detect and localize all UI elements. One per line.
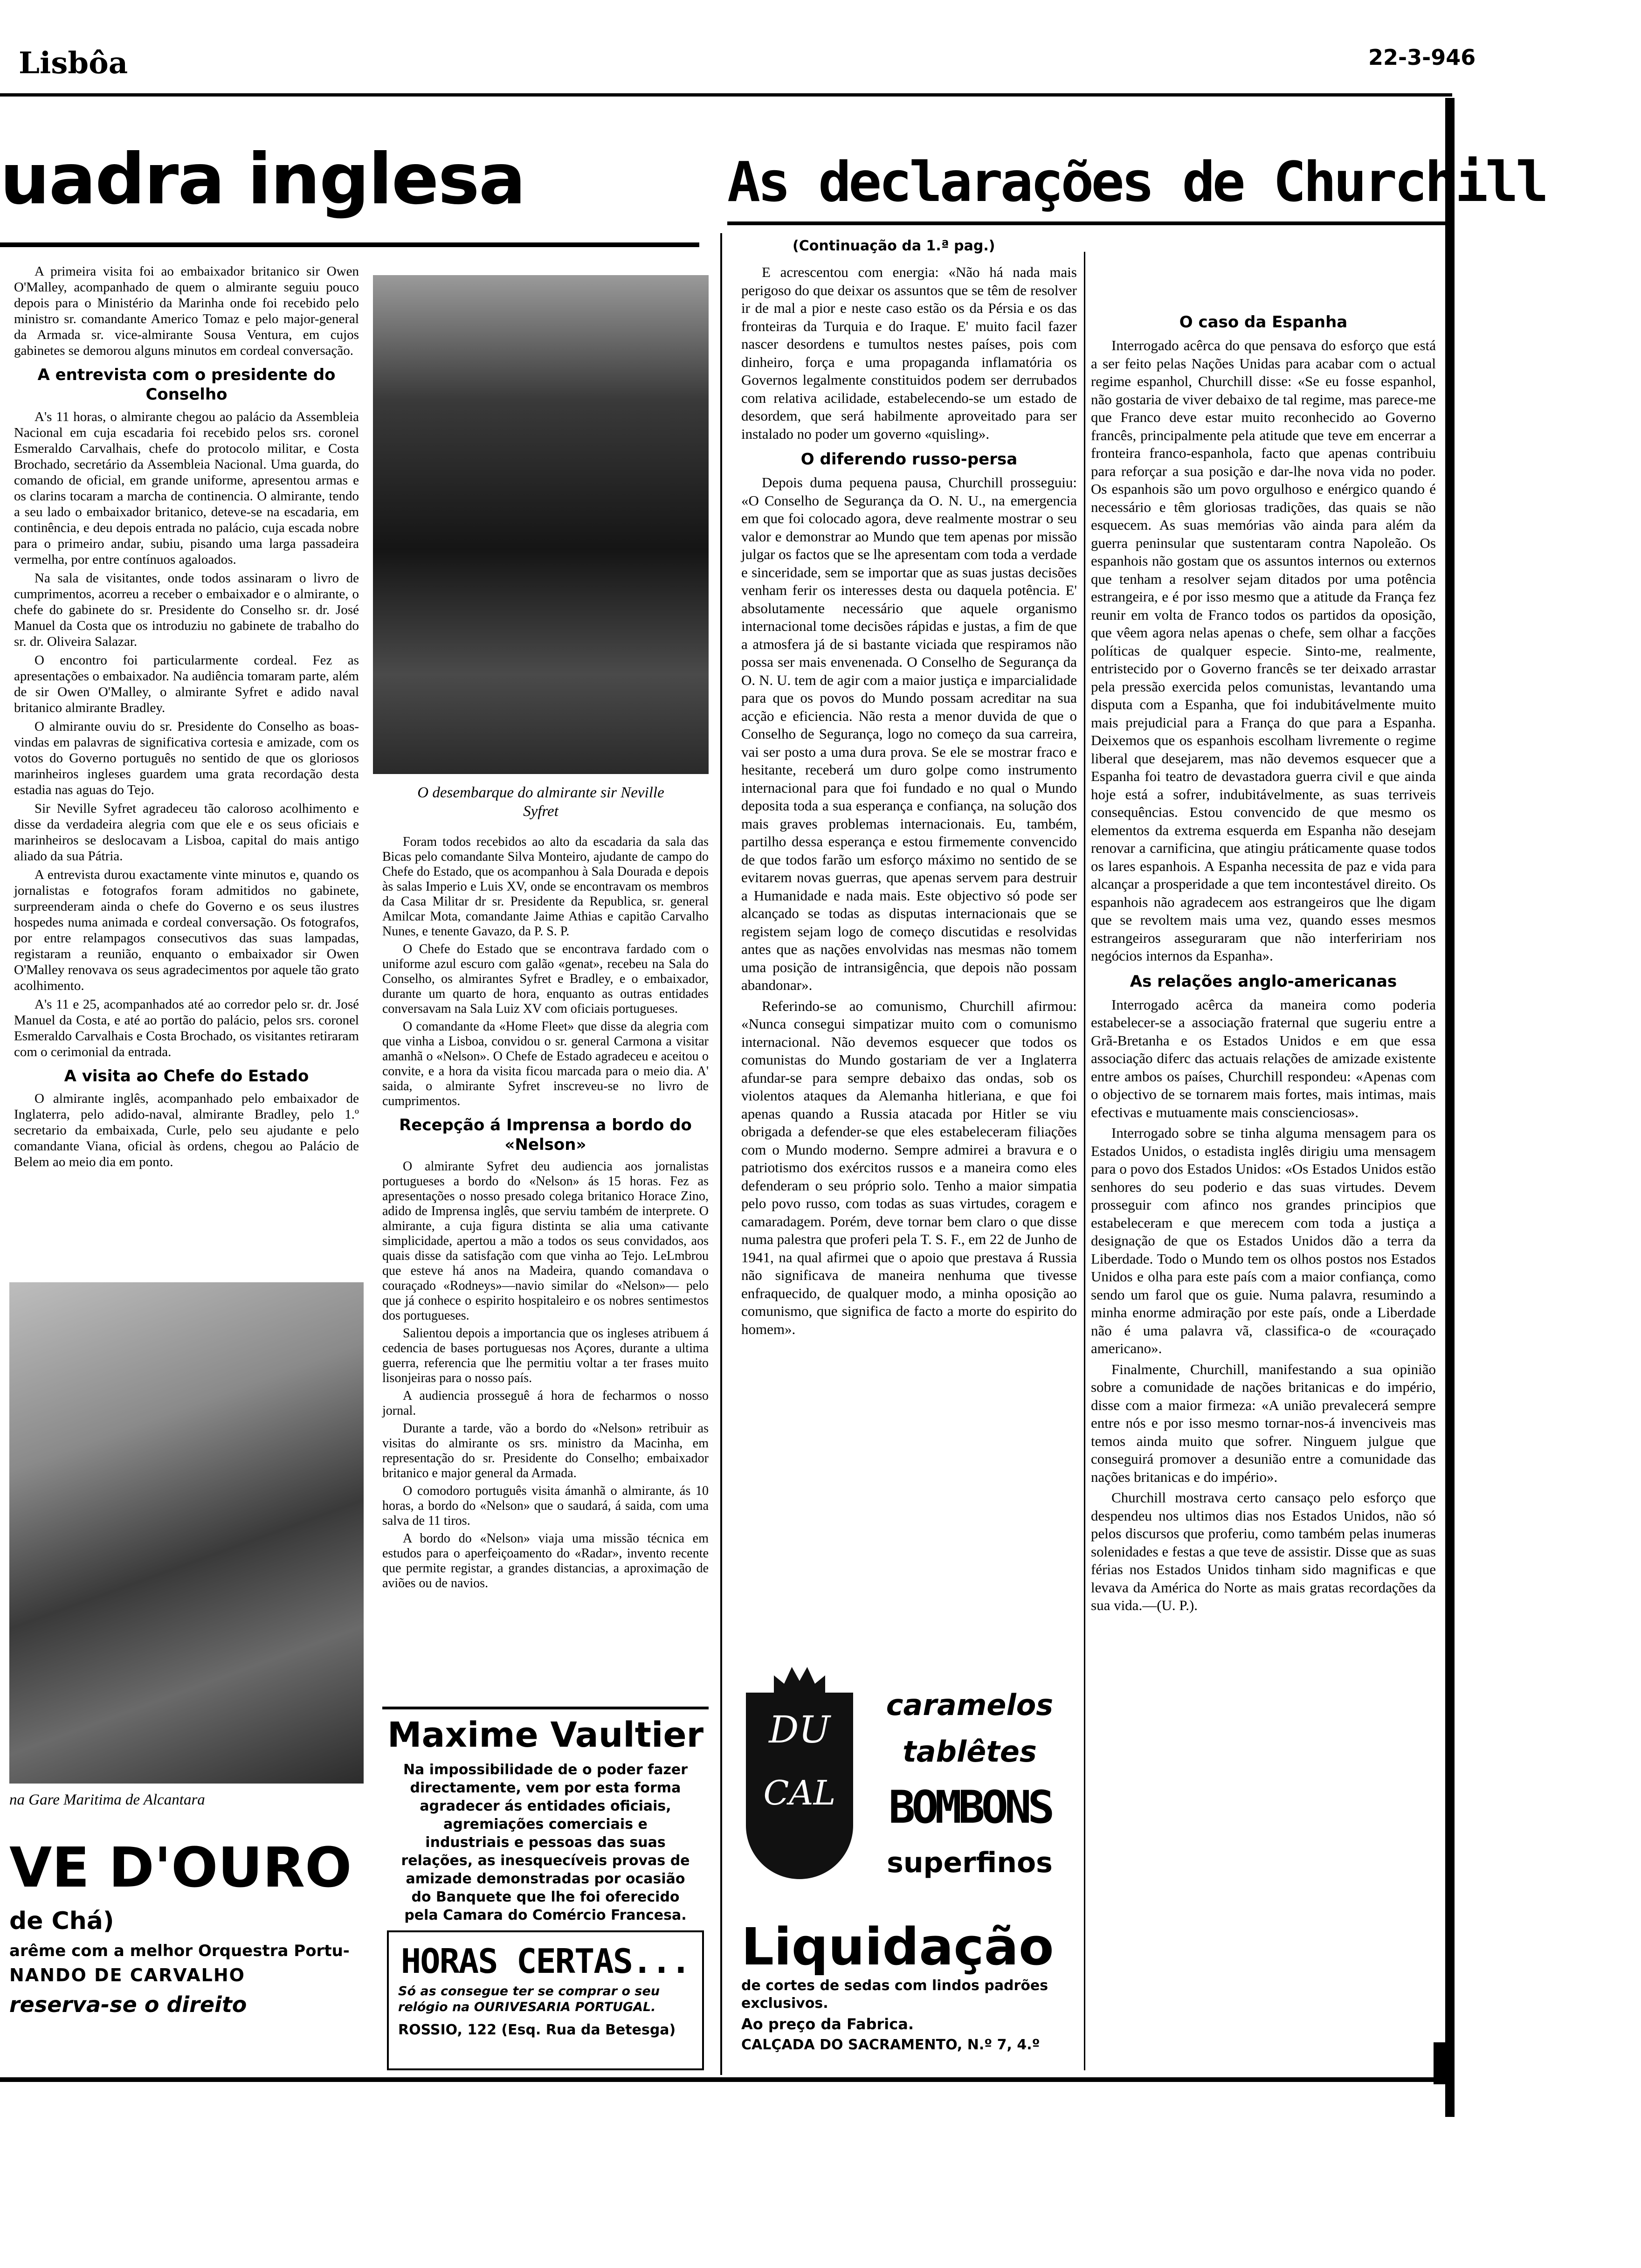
churchill-col-2 bbox=[1091, 312, 1436, 1618]
paragraph: Referindo-se ao comunismo, Churchill afirmou: «Nunca consegui simpatizar muito com o comunismo internacional. Não devemos esquecer que todos os comunistas do Mundo gostariam de ver a Inglaterra afundar-se para sempre debaixo das ondas, sob os violentos ataques da Alemanha hitleriana, e que foi apenas quando a Russia atacada por Hitler se viu obrigada a defender-se que eles estabeleceram filiações com o Mundo moderno. Sempre admirei a bravura e o patriotismo dos exércitos russos e a maneira como eles defenderam o seu próprio solo. Tenho a maior simpatia pelo povo russo, com todas as suas virtudes, coragem e camaradagem. Porém, deve tornar bem claro o que disse numa palestra que proferi pela T. S. F., em 22 de Junho de 1941, na qual afirmei que o apoio que prestava á Russia não significava de maneira nenhuma que tivesse enfraquecido, de qualquer modo, a minha oposição ao comunismo, que significa de facto a morte do espirito do homem». bbox=[741, 997, 1077, 1337]
paragraph: O encontro foi particularmente cordeal. Fez as apresentações o embaixador. Na audiência tomaram parte, além de sir Owen O'Malley, o almirante Syfret e adido naval britanico almirante Bradley. bbox=[14, 653, 359, 715]
liquidacao-address: CALÇADA DO SACRAMENTO, N.º 7, 4.º bbox=[741, 2037, 1040, 2053]
paragraph: Churchill mostrava certo cansaço pelo esforço que despendeu nos ultimos dias nos Estados Unidos, não só pelos discursos que proferiu, como também pelas inumeras solenidades e festas a que teve de assistir. Disse que as suas férias nos Estados Unidos tinham sido magnificas e que levava da América do Norte as mais gratas recordações da sua vida.—(U. P.). bbox=[1091, 1489, 1436, 1613]
ducal-logo bbox=[746, 1693, 853, 1879]
ducal-line1: caramelos bbox=[886, 1688, 1054, 1722]
paragraph: Interrogado acêrca do que pensava do esforço que está a ser feito pelas Nações Unidas para acabar com o actual regime espanhol, Churchill disse: «Se eu fosse espanhol, não gostaria de viver debaixo de tal regime, mas parece-me que Franco deve estar muito reconhecido ao Governo francês, principalmente pela atitude que teve em encerrar a fronteira franco-espanhola, facto que apenas contribuiu para reforçar a sua posição e dar-lhe nova vida no poder. Os espanhois são um povo orgulhoso e enérgico quando é necessário e têm gloriosas tradições, das quais se não esquecem. As suas memórias vão ainda para além da guerra peninsular que sustentaram contra Napoleão. Os espanhois não gostam que os assuntos internos ou externos que tenham a resolver sejam ditados por uma potência estrangeira, e é por isso mesmo que a atitude da França fez reunir em volta de Franco todos os partidos da oposição, que vêem agora nelas apenas o chefe, sem olhar a facções políticas de qualquer especie. Sinto-me, realmente, entristecido por o Governo francês se ter deixado arrastar pela pressão exercida pelos comunistas, levantando uma disputa com a Espanha, que foi indubitávelmente muito mais prejudicial para a França do que para a Espanha. Deixemos que os espanhois escolham livremente o regime liberal que desejarem, mas não devemos esquecer que a Espanha foi teatro de devastadora guerra civil e que ainda hoje está a sofrer, indubitávelmente, as suas terriveis consequências. Estou convencido de que mesmo os elementos da extrema esquerda em Espanha não desejam renovar a carnificina, que atingiu práticamente quase todos os lares espanhois. A Espanha necessita de paz e vida para alcançar a prosperidade a que tem incontestável direito. Os espanhois não agradecem aos estrangeiros que lhe digam que se revoltem mais uma vez, quando esses mesmos estrangeiros asseguraram que não interfeririam nos negócios internos da Espanha». bbox=[1091, 337, 1436, 964]
paragraph: O almirante inglês, acompanhado pelo embaixador de Inglaterra, pelo adido-naval, almirante Bradley, pelo 1.º secretario da embaixada, Curle, pelo seu ajudante e pelo comandante Viana, oficial às ordens, chegou ao Palácio de Belem ao meio dia em ponto. bbox=[14, 1091, 359, 1169]
churchill-col-1 bbox=[741, 263, 1077, 1341]
horas-text: Só as consegue ter se comprar o seu relógio na OURIVESARIA PORTUGAL. bbox=[398, 1984, 660, 2014]
subheading-anglo-americanas: As relações anglo-americanas bbox=[1130, 972, 1397, 991]
bottom-rule bbox=[0, 2077, 1455, 2082]
ducal-line2: tablêtes bbox=[903, 1735, 1037, 1769]
liquidacao-price: Ao preço da Fabrica. bbox=[741, 2015, 914, 2033]
paragraph: Interrogado acêrca da maneira como poderia estabelecer-se a associação fraternal que sugeriu entre a Grã-Bretanha e os Estados Unidos e em que essa associação diferc das actuais relações de amizade existente entre ambos os países, Churchill respondeu: «Apenas com o objectivo de se tornarem mais fortes, mais intimas, mais efectivas e mutuamente mais conscienciosas». bbox=[1091, 996, 1436, 1120]
paragraph: A's 11 horas, o almirante chegou ao palácio da Assembleia Nacional em cuja escadaria foi recebido pelos srs. coronel Esmeraldo Carvalhais, chefe do protocolo militar, e Costa Brochado, secretário da Assembleia Nacional. Uma guarda, do comando de oficial, em grande uniforme, apresentou armas e os clarins tocaram a marcha de continencia. O almirante, tendo a seu lado o embaixador britanico, deteve-se na escadaria, em continência, e deu depois entrada no palácio, cuja escada nobre para o primeiro andar, subiu, pisando uma larga passadeira vermelha, por entre contínuos agaloados. bbox=[14, 409, 359, 567]
paragraph: Foram todos recebidos ao alto da escadaria da sala das Bicas pelo comandante Silva Monteiro, ajudante de campo do Chefe do Estado, que os acompanhou à Sala Dourada e depois às salas Imperio e Luis XV, onde se encontravam os membros da Casa Militar dr sr. Presidente da Republica, sr. general Amilcar Mota, comandante Jaime Athias e capitão Carvalho Nunes, e tenente Gavazo, da P. S. P. bbox=[382, 835, 709, 939]
liquidacao-ad bbox=[741, 1916, 1077, 2075]
header-date: 22-3-946 bbox=[1368, 45, 1476, 70]
paragraph: Depois duma pequena pausa, Churchill prosseguiu: «O Conselho de Segurança da O. N. U., na emergencia em que foi colocado agora, deve realmente mostrar o seu valor e demonstrar ao Mundo que tem apenas por missão julgar os factos que se lhe apresentam com toda a verdade e sinceridade, sem se importar que as suas justas decisões venham ferir os interesses desta ou daquela potência. E' absolutamente necessário que aquele organismo internacional tome decisões rápidas e justas, a fim de que a atmosfera já de si bastante viciada que respiramos não possa ser mais envenenada. O Conselho de Segurança da O. N. U. tem de agir com a maior justiça e imparcialidade para que os povos do Mundo possam acreditar na sua acção e eficiencia. Não resta a menor duvida de que o Conselho de Segurança, logo no começo da sua carreira, vai ser posto a uma dura prova. Se ele se mostrar fraco e hesitante, receberá um duro golpe como instrumento internacional para que foi fundado e no qual o Mundo deposita toda a sua esperança e confiança, na solução dos mais graves problemas internacionais. Eu, também, partilho dessa esperança e estou firmemente convencido de que todos farão um esforço máximo no sentido de se evitarem novas guerras, que apenas servem para destruir a Humanidade e nada mais. Este objectivo só pode ser alcançado se todas as disputas internacionais que se registem sejam logo de começo discutidas e resolvidas antes que as nações envolvidas nas mesmas não tomem uma posição de intransigência, que depois não possam abandonar». bbox=[741, 474, 1077, 993]
paragraph: O almirante ouviu do sr. Presidente do Conselho as boas-vindas em palavras de significativa cortesia e amizade, com os votos do Governo português no sentido de que os gloriosos marinheiros ingleses guardem uma grata recordação desta estadia nas aguas do Tejo. bbox=[14, 719, 359, 797]
ship-photo bbox=[9, 1282, 364, 1784]
right-headline: As declarações de Churchill bbox=[727, 150, 1546, 214]
horas-ad bbox=[387, 1930, 704, 2070]
paragraph: Salientou depois a importancia que os ingleses atribuem á cedencia de bases portuguesas nos Açores, durante a ultima guerra, referencia que lhe permitiu voltar a ter frases muito lisonjeiras para o nosso país. bbox=[382, 1326, 709, 1385]
intro-paragraph: A primeira visita foi ao embaixador britanico sir Owen O'Malley, acompanhado de quem o almirante seguiu pouco depois para o Ministério da Marinha onde foi recebido pelo ministro sr. comandante Americo Tomaz e pelo major-general da Armada sr. vice-almirante Sousa Ventura, em cujos gabinetes se demorou alguns minutos em cordeal conversação. bbox=[14, 264, 359, 358]
subheading-entrevista: A entrevista com o presidente do Conselho bbox=[37, 366, 336, 404]
subheading-espanha: O caso da Espanha bbox=[1179, 313, 1348, 332]
paragraph: A audiencia prosseguê á hora de fecharmos o nosso jornal. bbox=[382, 1389, 709, 1418]
right-headline-rule bbox=[727, 221, 1445, 225]
paragraph: A entrevista durou exactamente vinte minutos e, quando os jornalistas e fotografos foram admitidos no gabinete, surpreenderam ainda o chefe do Governo e os seus ilustres hospedes numa animada e cordeal conversação. Os fotografos, por entre relampagos consecutivos das suas lampadas, registaram a reunião, enquanto o embaixador sir Owen O'Malley renovava os seus agradecimentos por aquele tão grato acolhimento. bbox=[14, 867, 359, 993]
left-headline-rule bbox=[0, 242, 699, 247]
subheading-imprensa: Recepção á Imprensa a bordo do «Nelson» bbox=[399, 1116, 692, 1154]
paragraph: E acrescentou com energia: «Não há nada mais perigoso do que deixar os assuntos que se têm de resolver ir de mal a pior e neste caso estão os da Pérsia e os das fronteiras da Turquia e do Iraque. E' muito facil fazer nascer desordens e tumultos nestes países, pois com dinheiro, força e uma propaganda inflamatória os Governos legalmente constituidos podem ser derrubados com relativa acilidade, estabelecendo-se um estado de desordem, que será habilmente aproveitado para ser instalado no poder um governo «quisling». bbox=[741, 264, 1077, 442]
paragraph: O Chefe do Estado que se encontrava fardado com o uniforme azul escuro com galão «genat», recebeu na Sala do Conselho, os almirantes Syfret e Bradley, e o embaixador, durante um quarto de hora, enquanto as outras entidades conversavam na Sala Luiz XV com oficiais portugueses. bbox=[382, 942, 709, 1016]
horas-title: HORAS CERTAS... bbox=[400, 1942, 690, 1981]
crown-icon bbox=[774, 1667, 825, 1695]
paragraph: A's 11 e 25, acompanhados até ao corredor pelo sr. dr. José Manuel da Costa, e até ao portão do palácio, pelos srs. coronel Esmeraldo Carvalhais e Costa Brochado, os visitantes retiraram com o cerimonial da entrada. bbox=[14, 997, 359, 1059]
paragraph: Sir Neville Syfret agradeceu tão caloroso acolhimento e disse da verdadeira alegria com que ele e os seus oficiais e marinheiros se deslocavam a Lisboa, capital do mais antigo aliado da sua Pátria. bbox=[14, 801, 359, 864]
ouro-line1: arême com a melhor Orquestra Portu- bbox=[9, 1942, 350, 1960]
continuation-note: (Continuação da 1.ª pag.) bbox=[793, 238, 995, 254]
right-edge-bar bbox=[1445, 98, 1455, 2117]
paragraph: Interrogado sobre se tinha alguma mensagem para os Estados Unidos, o estadista inglês dirigiu uma mensagem para o povo dos Estados Unidos: «Os Estados Unidos estão senhores do seu poderio e das suas virtudes. Devem prosseguir com afinco nos grandes principios que estabeleceram e que merecem com toda a justiça a designação de que os Estados Unidos dão a terra da Liberdade. Todo o Mundo tem os olhos postos nos Estados Unidos e olha para este país com a maior confiança, como sendo um farol que os guie. Numa palavra, resumindo a minha enorme admiração por este país, onde a Liberdade não é uma palavra vã, classifica-o de «couraçado americano». bbox=[1091, 1125, 1436, 1356]
paragraph: O almirante Syfret deu audiencia aos jornalistas portugueses a bordo do «Nelson» ás 15 horas. Fez as apresentações o nosso presado colega britanico Horace Zino, adido de Imprensa inglês, que serviu também de interprete. O almirante, a cuja figura distinta se alia uma cativante simplicidade, apertou a mão a todos os seus convidados, aos quais disse da satisfação com que vinha ao Tejo. LeLmbrou que esteve há anos na Madeira, quando comandava o couraçado «Rodneys»—navio similar do «Nelson»— pelo que já conhece o espirito hospitaleiro e os nobres sentimestos dos portugueses. bbox=[382, 1159, 709, 1323]
admiral-photo-caption: O desembarque do almirante sir Neville Syfret bbox=[417, 784, 664, 820]
ouro-line2: NANDO DE CARVALHO bbox=[9, 1965, 245, 1985]
header-rule bbox=[0, 93, 1452, 97]
left-col-1 bbox=[14, 263, 359, 1173]
ship-photo-caption: na Gare Maritima de Alcantara bbox=[9, 1791, 205, 1808]
paragraph: Finalmente, Churchill, manifestando a sua opinião sobre a comunidade de nações britanicas e do império, disse com a maior firmeza: «A união prevalecerá sempre entre nós e por isso mesmo tornar-nos-á invenciveis mas temos ainda muito que sofrer. Ninguem julgue que conseguirá promover a desunião entre a comunidade das nações britanicas e do império». bbox=[1091, 1361, 1436, 1485]
ducal-ad bbox=[741, 1669, 1077, 1912]
paragraph: A bordo do «Nelson» viaja uma missão técnica em estudos para o aperfeiçoamento do «Radar», invento recente que permite registar, a grandes distancias, a aproximação de aviões ou de navios. bbox=[382, 1531, 709, 1590]
vaultier-ad bbox=[382, 1707, 709, 1926]
horas-address: ROSSIO, 122 (Esq. Rua da Betesga) bbox=[398, 2022, 676, 2038]
admiral-photo bbox=[373, 275, 709, 774]
ducal-logo-bottom: CAL bbox=[763, 1773, 836, 1812]
left-headline: uadra inglesa bbox=[0, 139, 525, 220]
vaultier-title: Maxime Vaultier bbox=[387, 1715, 704, 1755]
ducal-line4: superfinos bbox=[887, 1846, 1053, 1879]
paragraph: Na sala de visitantes, onde todos assinaram o livro de cumprimentos, acorreu a receber o embaixador e o almirante, o chefe do gabinete do sr. Presidente do Conselho sr. dr. José Manuel da Costa que os introduziu no gabinete de trabalho do sr. dr. Oliveira Salazar. bbox=[14, 571, 359, 649]
ouro-line3: reserva-se o direito bbox=[9, 1992, 247, 2017]
liquidacao-text: de cortes de sedas com lindos padrões exclusivos. bbox=[741, 1978, 1048, 2012]
ouro-title: VE D'OURO bbox=[9, 1835, 352, 1900]
header-city: Lisbôa bbox=[19, 46, 128, 81]
ouro-subtitle: de Chá) bbox=[9, 1907, 114, 1935]
paragraph: O comodoro português visita ámanhã o almirante, ás 10 horas, a bordo do «Nelson» que o saudará, á saida, com uma salva de 11 tiros. bbox=[382, 1484, 709, 1528]
column-rule bbox=[1084, 252, 1085, 2070]
subheading-russo-persa: O diferendo russo-persa bbox=[800, 450, 1018, 469]
paragraph: O comandante da «Home Fleet» que disse da alegria com que vinha a Lisboa, convidou o sr. general Carmona a visitar amanhã o «Nelson». O Chefe de Estado agradeceu e aceitou o convite, e a hora da visita ficou marcada para o meio dia. A' saida, o almirante Syfret inscreveu-se no livro de cumprimentos. bbox=[382, 1019, 709, 1108]
middle-col bbox=[382, 835, 709, 1594]
ouro-ad bbox=[9, 1832, 364, 2084]
liquidacao-title: Liquidação bbox=[741, 1917, 1054, 1977]
bottom-right-block bbox=[1434, 2042, 1455, 2084]
column-rule bbox=[720, 233, 722, 2075]
paragraph: Durante a tarde, vão a bordo do «Nelson» retribuir as visitas do almirante os srs. ministro da Macinha, em representação do sr. Presidente do Conselho; embaixador britanico e major general da Armada. bbox=[382, 1421, 709, 1480]
ducal-line3: BOMBONS bbox=[888, 1781, 1051, 1833]
subheading-chefe-estado: A visita ao Chefe do Estado bbox=[64, 1067, 309, 1086]
vaultier-text: Na impossibilidade de o poder fazer directamente, vem por esta forma agradecer ás entidades oficiais, agremiações comerciais e industriais e pessoas das suas relações, as inesquecíveis provas de amizade demonstradas por ocasião do Banquete que lhe foi oferecido pela Camara do Comércio Francesa. bbox=[401, 1762, 690, 1923]
ducal-logo-top: DU bbox=[769, 1708, 830, 1751]
